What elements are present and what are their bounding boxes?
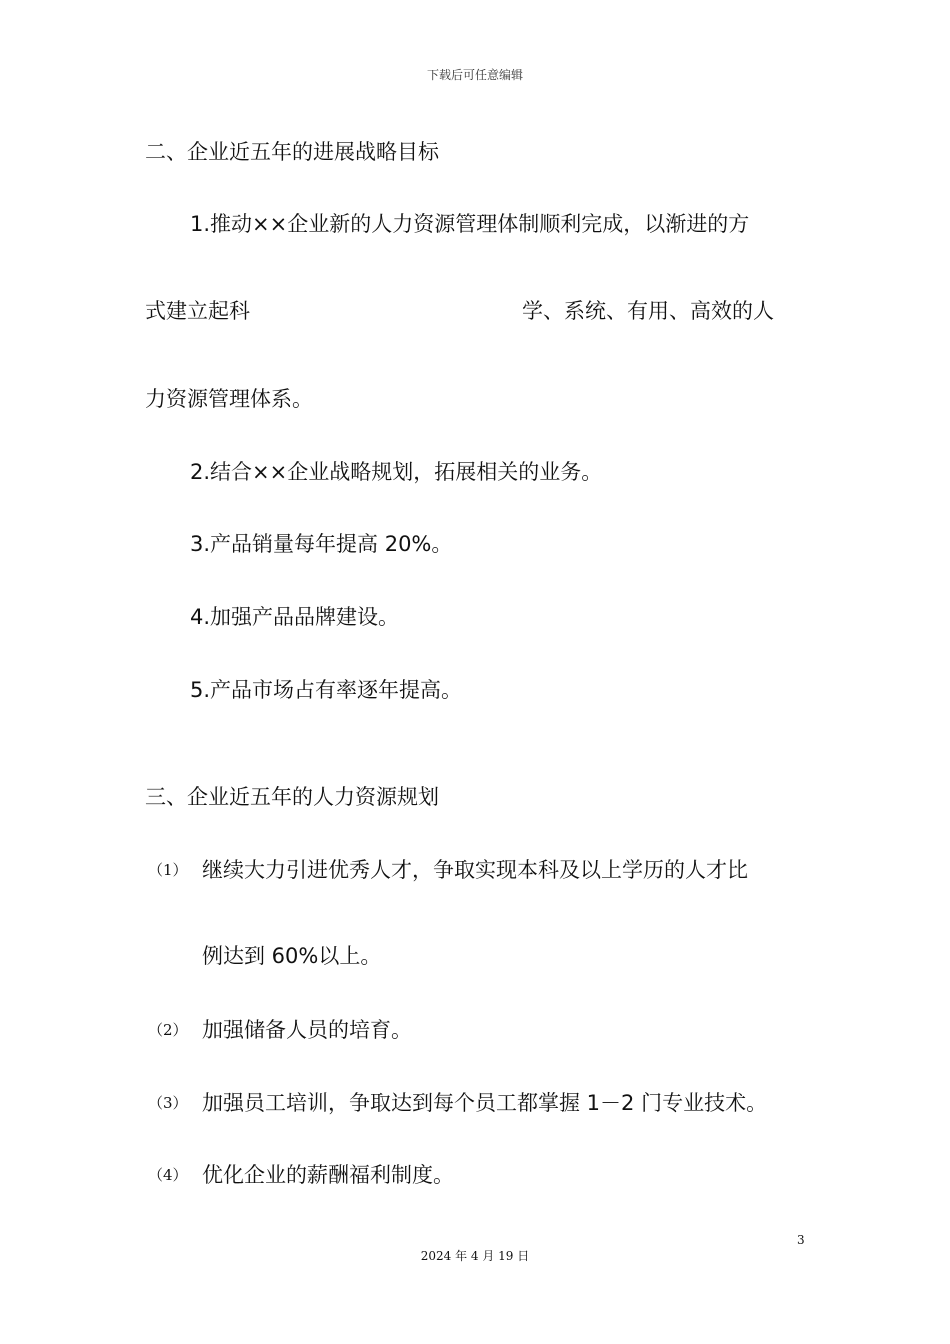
goal-item-1-line-1: 1.推动××企业新的人力资源管理体制顺利完成，以渐进的方: [190, 212, 750, 236]
hr-item-1-line-1: 继续大力引进优秀人才，争取实现本科及以上学历的人才比: [202, 858, 748, 882]
goal-item-1-line-2-left: 式建立起科: [145, 299, 250, 323]
hr-item-4-marker: （4）: [148, 1166, 188, 1184]
page-number: 3: [797, 1233, 805, 1247]
hr-item-2-line-1: 加强储备人员的培育。: [202, 1018, 412, 1042]
hr-item-1-marker: （1）: [148, 861, 188, 879]
goal-item-1-line-2-right: 学、系统、有用、高效的人: [522, 299, 774, 323]
goal-item-5: 5.产品市场占有率逐年提高。: [190, 678, 463, 702]
section-heading-hr-planning: 三、企业近五年的人力资源规划: [145, 785, 439, 809]
hr-item-2-marker: （2）: [148, 1021, 188, 1039]
goal-item-2: 2.结合××企业战略规划，拓展相关的业务。: [190, 460, 603, 484]
footer-date: 2024 年 4 月 19 日: [420, 1249, 530, 1263]
header-note: 下载后可任意编辑: [426, 68, 523, 82]
hr-item-4-line-1: 优化企业的薪酬福利制度。: [202, 1163, 454, 1187]
goal-item-3: 3.产品销量每年提高 20%。: [190, 532, 453, 556]
hr-item-3-marker: （3）: [148, 1094, 188, 1112]
section-heading-strategic-goals: 二、企业近五年的进展战略目标: [145, 140, 439, 164]
goal-item-4: 4.加强产品品牌建设。: [190, 605, 400, 629]
hr-item-3-line-1: 加强员工培训，争取达到每个员工都掌握 1－2 门专业技术。: [202, 1091, 768, 1115]
goal-item-1-line-3: 力资源管理体系。: [145, 387, 313, 411]
hr-item-1-line-2: 例达到 60%以上。: [202, 944, 382, 968]
